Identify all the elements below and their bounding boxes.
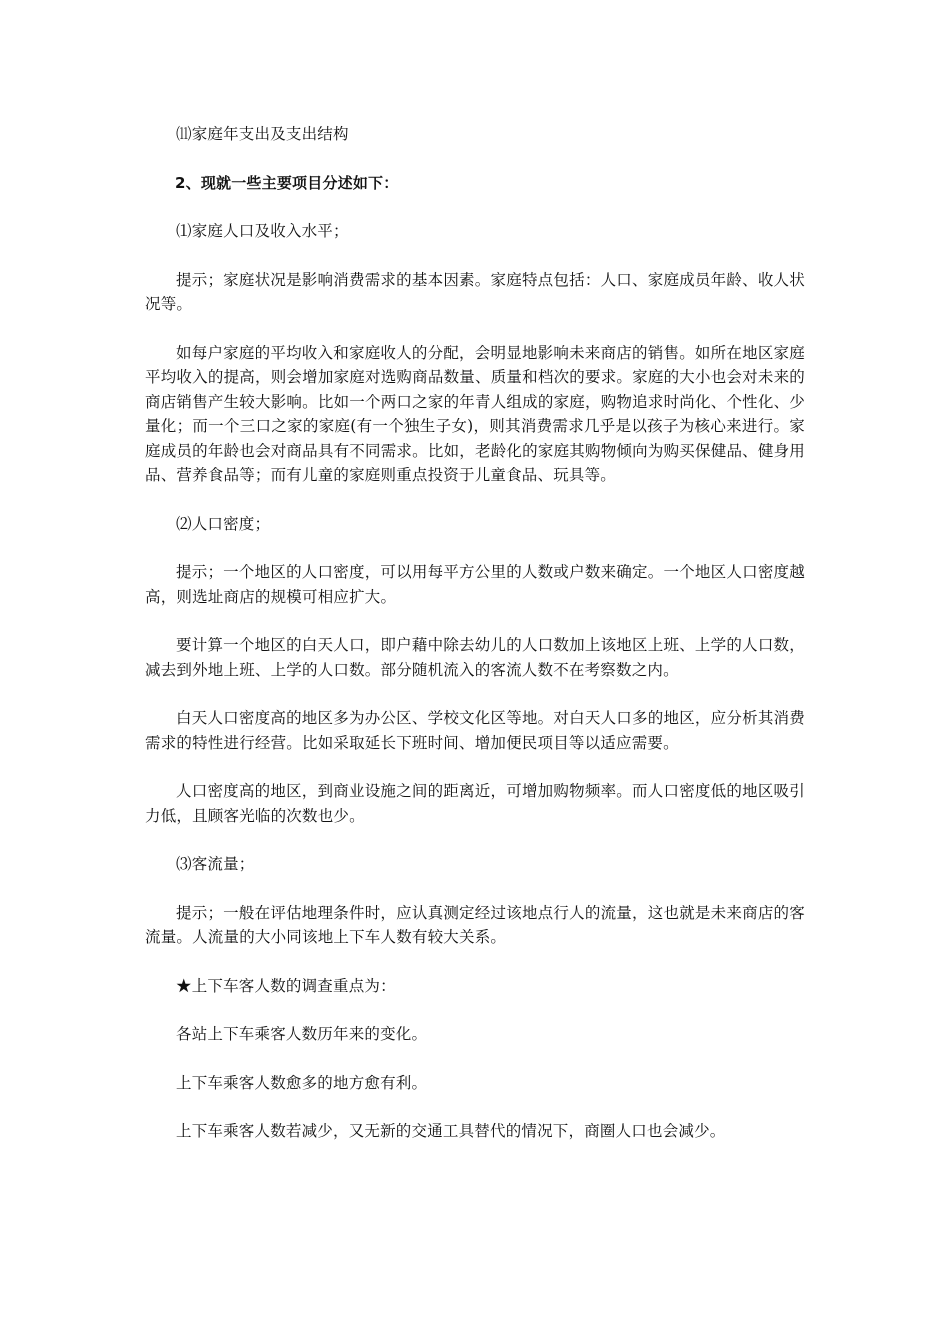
paragraph-hint-traffic: 提示；一般在评估地理条件时，应认真测定经过该地点行人的流量，这也就是未来商店的客流量。人流量的大小同该地上下车人数有较大关系。 bbox=[145, 903, 805, 946]
paragraph-hint-density: 提示；一个地区的人口密度，可以用每平方公里的人数或户数来确定。一个地区人口密度越高，则选址商店的规模可相应扩大。 bbox=[145, 563, 805, 606]
subheading-traffic: ⑶客流量； bbox=[176, 855, 255, 873]
paragraph-daytime-density: 白天人口密度高的地区多为办公区、学校文化区等地。对白天人口多的地区，应分析其消费需求的特性进行经营。比如采取延长下班时间、增加便民项目等以适应需要。 bbox=[145, 709, 805, 752]
paragraph-survey-point-1: 各站上下车乘客人数历年来的变化。 bbox=[176, 1025, 428, 1043]
paragraph-daytime-population: 要计算一个地区的白天人口，即户藉中除去幼儿的人口数加上该地区上班、上学的人口数，减去到外地上班、上学的人口数。部分随机流入的客流人数不在考察数之内。 bbox=[145, 636, 805, 679]
paragraph-density-effect: 人口密度高的地区，到商业设施之间的距离近，可增加购物频率。而人口密度低的地区吸引力低，且顾客光临的次数也少。 bbox=[145, 782, 805, 825]
paragraph-household-income: 如每户家庭的平均收入和家庭收人的分配，会明显地影响未来商店的销售。如所在地区家庭平均收入的提高，则会增加家庭对选购商品数量、质量和档次的要求。家庭的大小也会对未来的商店销售产生较大影响。比如一个两口之家的年青人组成的家庭，购物追求时尚化、个性化、少量化；而一个三口之家的家庭(有一个独生子女)，则其消费需求几乎是以孩子为核心来进行。家庭成员的年龄也会对商品具有不同需求。比如，老龄化的家庭其购物倾向为购买保健品、健身用品、营养食品等；而有儿童的家庭则重点投资于儿童食品、玩具等。 bbox=[145, 343, 805, 484]
subheading-household: ⑴家庭人口及收入水平； bbox=[176, 222, 349, 240]
document-body bbox=[145, 122, 805, 1168]
paragraph-item-11: ⑾家庭年支出及支出结构 bbox=[176, 125, 349, 143]
paragraph-survey-point-3: 上下车乘客人数若减少，又无新的交通工具替代的情况下，商圈人口也会减少。 bbox=[176, 1122, 726, 1140]
subheading-density: ⑵人口密度； bbox=[176, 514, 271, 533]
paragraph-survey-focus: ★上下车客人数的调查重点为： bbox=[176, 976, 396, 995]
paragraph-survey-point-2: 上下车乘客人数愈多的地方愈有利。 bbox=[176, 1073, 428, 1092]
paragraph-hint-household: 提示；家庭状况是影响消费需求的基本因素。家庭特点包括：人口、家庭成员年龄、收人状况等。 bbox=[145, 270, 805, 313]
section-heading: 2、现就一些主要项目分述如下： bbox=[175, 173, 399, 192]
